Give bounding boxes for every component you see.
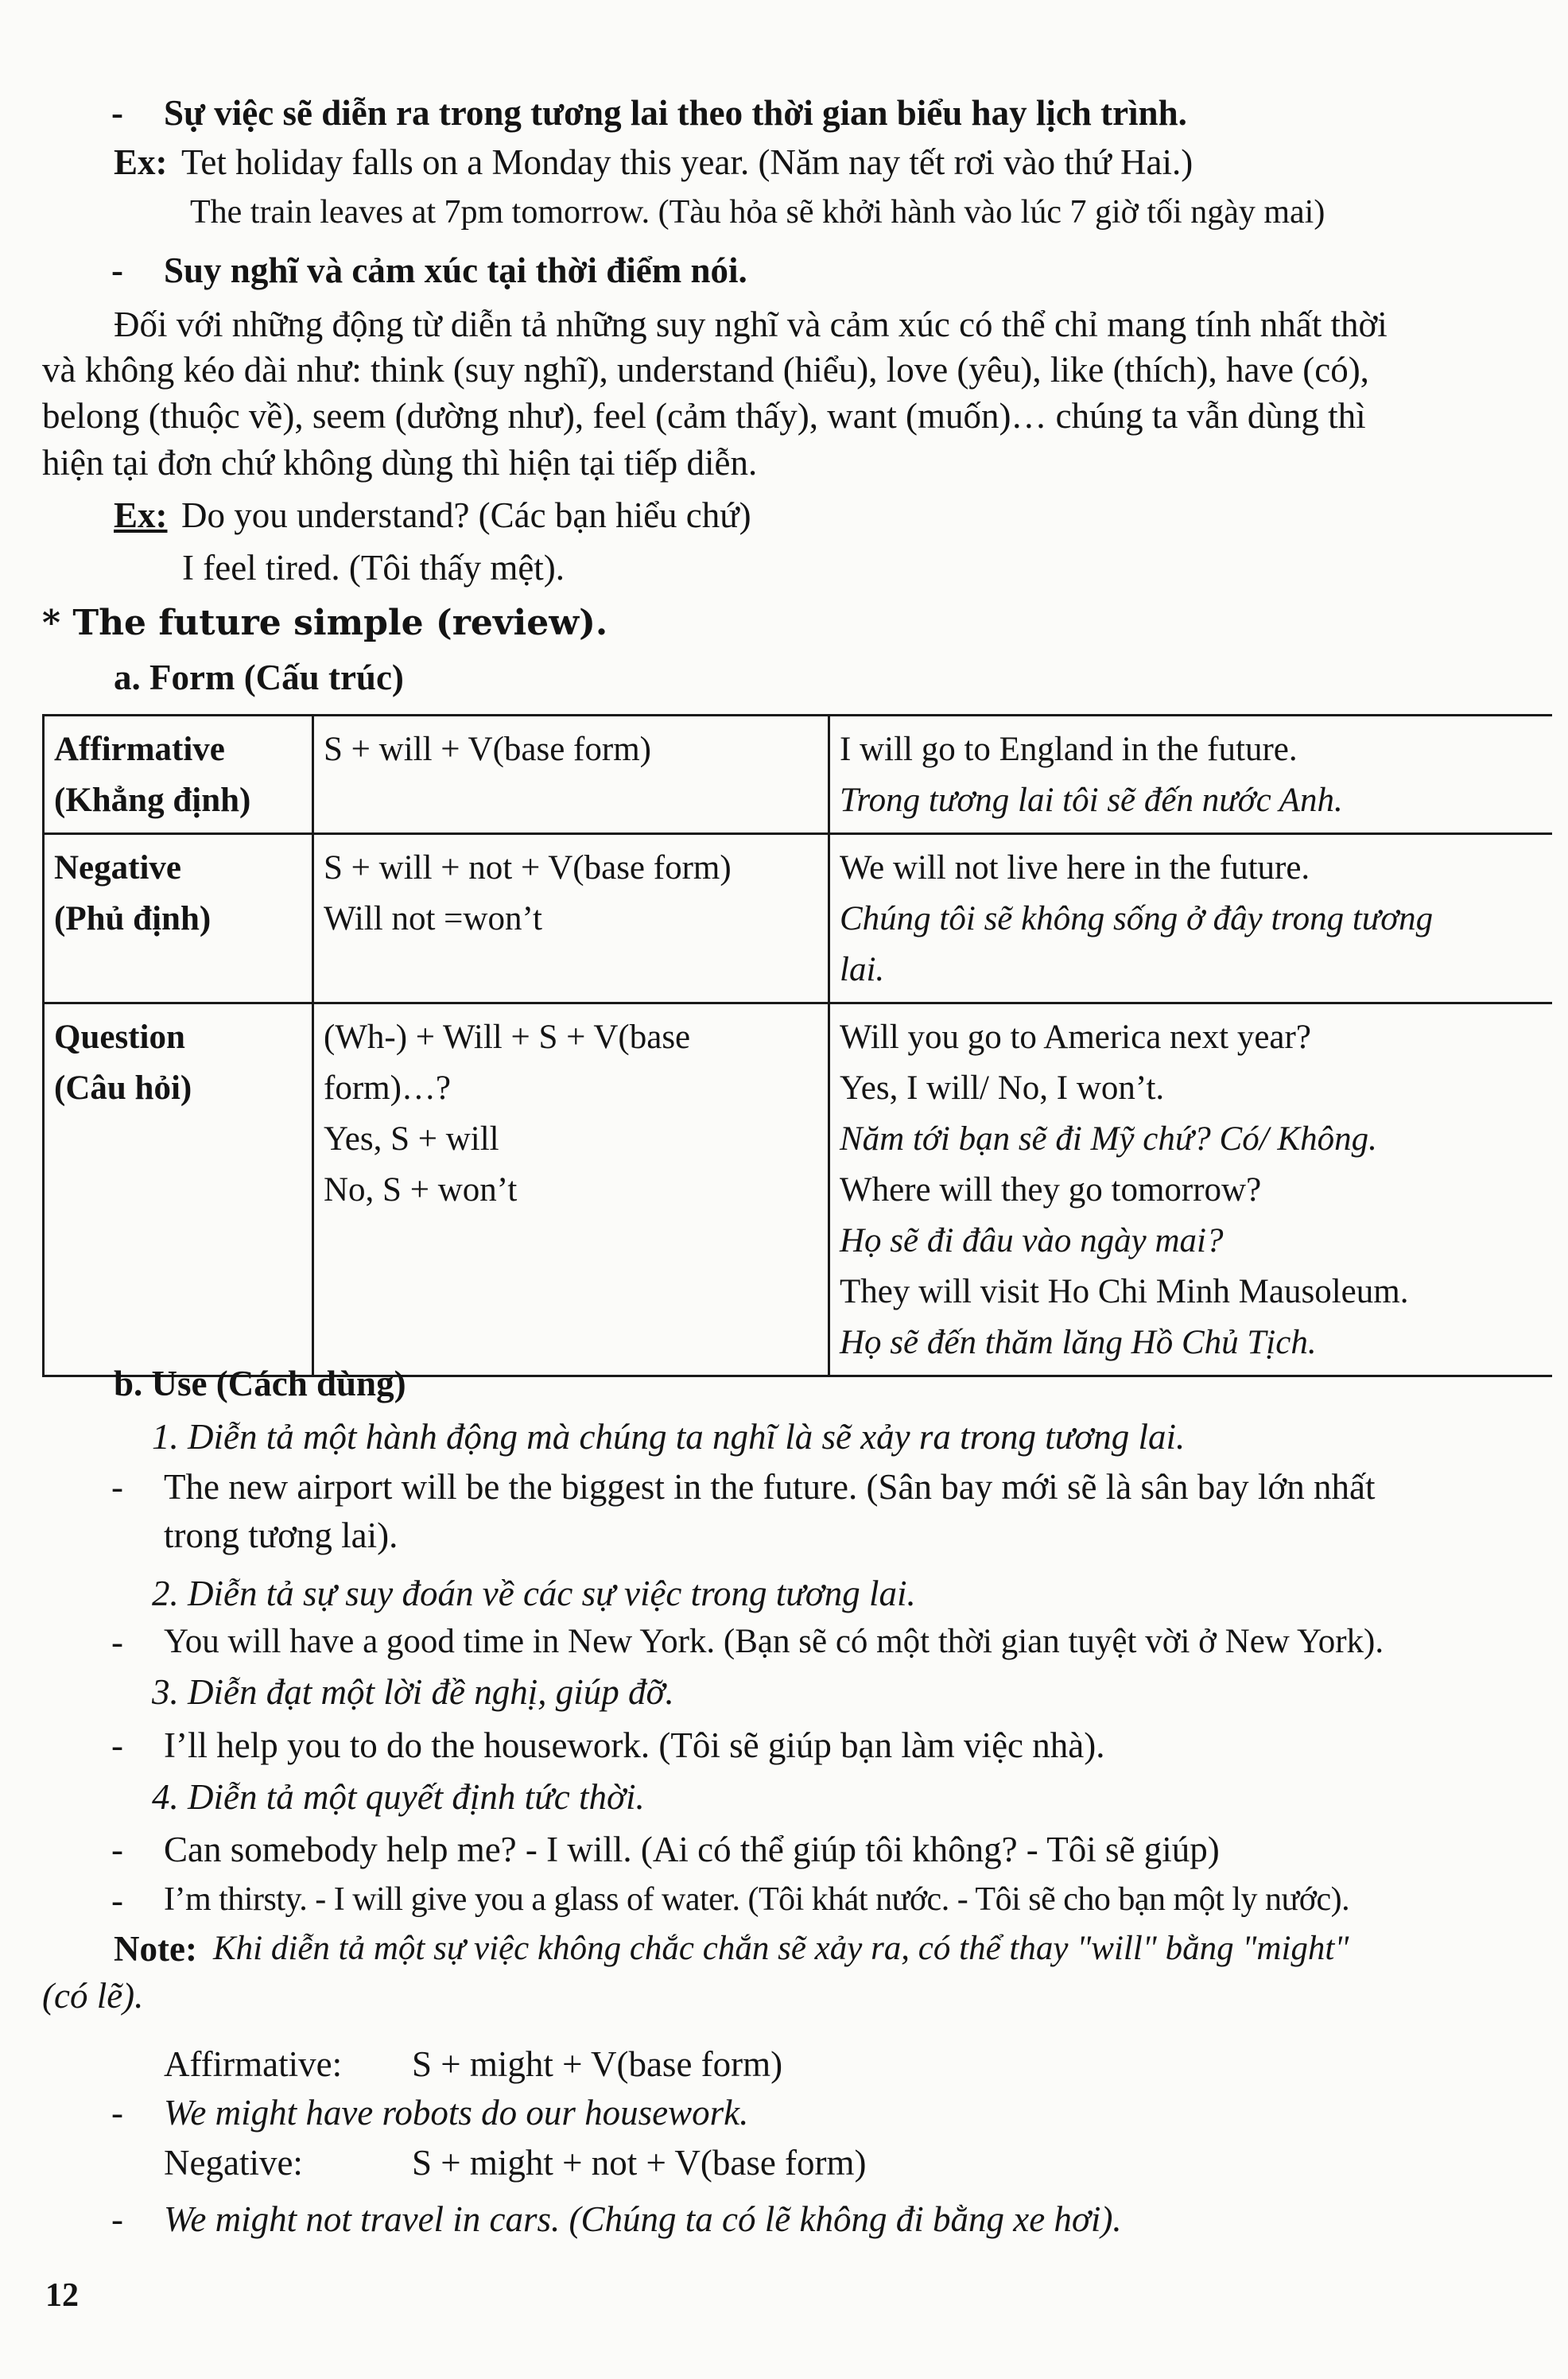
form-table	[42, 714, 1552, 1377]
use-example: Can somebody help me? - I will. (Ai có thể giúp tôi không? - Tôi sẽ giúp)	[164, 1830, 1220, 1869]
structure-cell-line: S + will + V(base form)	[324, 731, 651, 768]
use-example: trong tương lai).	[164, 1515, 398, 1555]
sentence-type-cell-line: Affirmative	[54, 731, 225, 768]
affirmative-form: S + might + V(base form)	[412, 2044, 783, 2084]
sentence-type-cell	[44, 1003, 313, 1376]
structure-cell-line: (Wh-) + Will + S + V(base	[324, 1019, 691, 1056]
example-cell	[829, 834, 1553, 1003]
ex-label: Ex:	[114, 142, 168, 182]
structure-cell	[313, 834, 829, 1003]
bullet-dash: -	[111, 1467, 123, 1507]
affirmative-label: Affirmative:	[164, 2044, 343, 2084]
bullet-dash: -	[111, 93, 123, 133]
example-cell	[829, 716, 1553, 834]
example-line: The train leaves at 7pm tomorrow. (Tàu hỏa sẽ khởi hành vào lúc 7 giờ tối ngày mai)	[190, 194, 1325, 231]
ex-label: Ex:	[114, 495, 168, 535]
example-cell-line: Where will they go tomorrow?	[840, 1171, 1262, 1209]
example-cell-line: Will you go to America next year?	[840, 1019, 1311, 1056]
structure-cell-line: No, S + won’t	[324, 1171, 518, 1209]
paragraph-line: hiện tại đơn chứ không dùng thì hiện tại tiếp diễn.	[42, 443, 758, 483]
sentence-type-cell-line: (Phủ định)	[54, 900, 212, 937]
sentence-type-cell-line: Negative	[54, 849, 181, 887]
structure-cell-line: form)…?	[324, 1069, 451, 1107]
form-table-row	[44, 834, 1553, 1003]
sentence-type-cell-line: (Câu hỏi)	[54, 1069, 192, 1107]
use-item: 1. Diễn tả một hành động mà chúng ta nghĩ là sẽ xảy ra trong tương lai.	[152, 1417, 1186, 1457]
use-item: 2. Diễn tả sự suy đoán về các sự việc trong tương lai.	[152, 1574, 916, 1613]
section-title: * The future simple (review).	[42, 603, 608, 643]
use-example: The new airport will be the biggest in the future. (Sân bay mới sẽ là sân bay lớn nhất	[164, 1467, 1376, 1507]
note-text: Khi diễn tả một sự việc không chắc chắn sẽ xảy ra, có thể thay "will" bằng "might"	[213, 1930, 1349, 1967]
paragraph-line: Đối với những động từ diễn tả những suy nghĩ và cảm xúc có thể chỉ mang tính nhất thời	[114, 305, 1388, 344]
negative-label: Negative:	[164, 2143, 303, 2183]
structure-cell-line: Yes, S + will	[324, 1120, 499, 1158]
structure-cell-line: S + will + not + V(base form)	[324, 849, 732, 887]
structure-cell	[313, 716, 829, 834]
bullet-dash: -	[111, 2093, 123, 2133]
use-example: I’ll help you to do the housework. (Tôi sẽ giúp bạn làm việc nhà).	[164, 1725, 1105, 1765]
example-cell	[829, 1003, 1553, 1376]
note-example: We might have robots do our housework.	[164, 2093, 749, 2133]
form-table-row	[44, 1003, 1553, 1376]
example-cell-line: I will go to England in the future.	[840, 731, 1298, 768]
bullet-dash: -	[111, 1725, 123, 1765]
example-cell-line: We will not live here in the future.	[840, 849, 1310, 887]
example-line: Do you understand? (Các bạn hiểu chứ)	[181, 495, 751, 535]
sentence-type-cell	[44, 834, 313, 1003]
paragraph-line: và không kéo dài như: think (suy nghĩ), understand (hiểu), love (yêu), like (thích), have (có),	[42, 350, 1369, 390]
form-heading: a. Form (Cấu trúc)	[114, 658, 404, 697]
bullet-heading: Sự việc sẽ diễn ra trong tương lai theo thời gian biểu hay lịch trình.	[164, 93, 1187, 133]
note-label: Note:	[114, 1929, 197, 1969]
sentence-type-cell-line: Question	[54, 1019, 185, 1056]
sentence-type-cell	[44, 716, 313, 834]
sentence-type-cell-line: (Khẳng định)	[54, 782, 251, 819]
example-cell-line: Năm tới bạn sẽ đi Mỹ chứ? Có/ Không.	[840, 1120, 1377, 1158]
bullet-dash: -	[111, 1830, 123, 1869]
bullet-heading: Suy nghĩ và cảm xúc tại thời điểm nói.	[164, 250, 747, 290]
example-cell-line: They will visit Ho Chi Minh Mausoleum.	[840, 1273, 1409, 1310]
page-number: 12	[45, 2277, 79, 2314]
use-example: You will have a good time in New York. (Bạn sẽ có một thời gian tuyệt vời ở New York).	[164, 1623, 1384, 1660]
use-item: 3. Diễn đạt một lời đề nghị, giúp đỡ.	[152, 1672, 674, 1712]
bullet-dash: -	[111, 1880, 123, 1920]
structure-cell-line: Will not =won’t	[324, 900, 542, 937]
example-cell-line: Trong tương lai tôi sẽ đến nước Anh.	[840, 782, 1343, 819]
example-cell-line: Chúng tôi sẽ không sống ở đây trong tương	[840, 900, 1434, 937]
note-text: (có lẽ).	[42, 1976, 144, 2016]
example-cell-line: Họ sẽ đến thăm lăng Hồ Chủ Tịch.	[840, 1324, 1317, 1361]
example-cell-line: Họ sẽ đi đâu vào ngày mai?	[840, 1222, 1224, 1259]
example-cell-line: Yes, I will/ No, I won’t.	[840, 1069, 1165, 1107]
structure-cell	[313, 1003, 829, 1376]
bullet-dash: -	[111, 1622, 123, 1662]
bullet-dash: -	[111, 2199, 123, 2239]
example-cell-line: lai.	[840, 951, 885, 988]
use-item: 4. Diễn tả một quyết định tức thời.	[152, 1777, 645, 1817]
example-line: I feel tired. (Tôi thấy mệt).	[182, 548, 565, 588]
use-heading: b. Use (Cách dùng)	[114, 1364, 406, 1403]
note-example: We might not travel in cars. (Chúng ta có lẽ không đi bằng xe hơi).	[164, 2199, 1122, 2239]
negative-form: S + might + not + V(base form)	[412, 2143, 867, 2183]
use-example: I’m thirsty. - I will give you a glass of water. (Tôi khát nước. - Tôi sẽ cho bạn một ly nước).	[164, 1881, 1350, 1918]
example-line: Tet holiday falls on a Monday this year. (Năm nay tết rơi vào thứ Hai.)	[181, 142, 1193, 182]
bullet-dash: -	[111, 250, 123, 290]
form-table-row	[44, 716, 1553, 834]
paragraph-line: belong (thuộc về), seem (dường như), feel (cảm thấy), want (muốn)… chúng ta vẫn dùng thì	[42, 396, 1366, 436]
